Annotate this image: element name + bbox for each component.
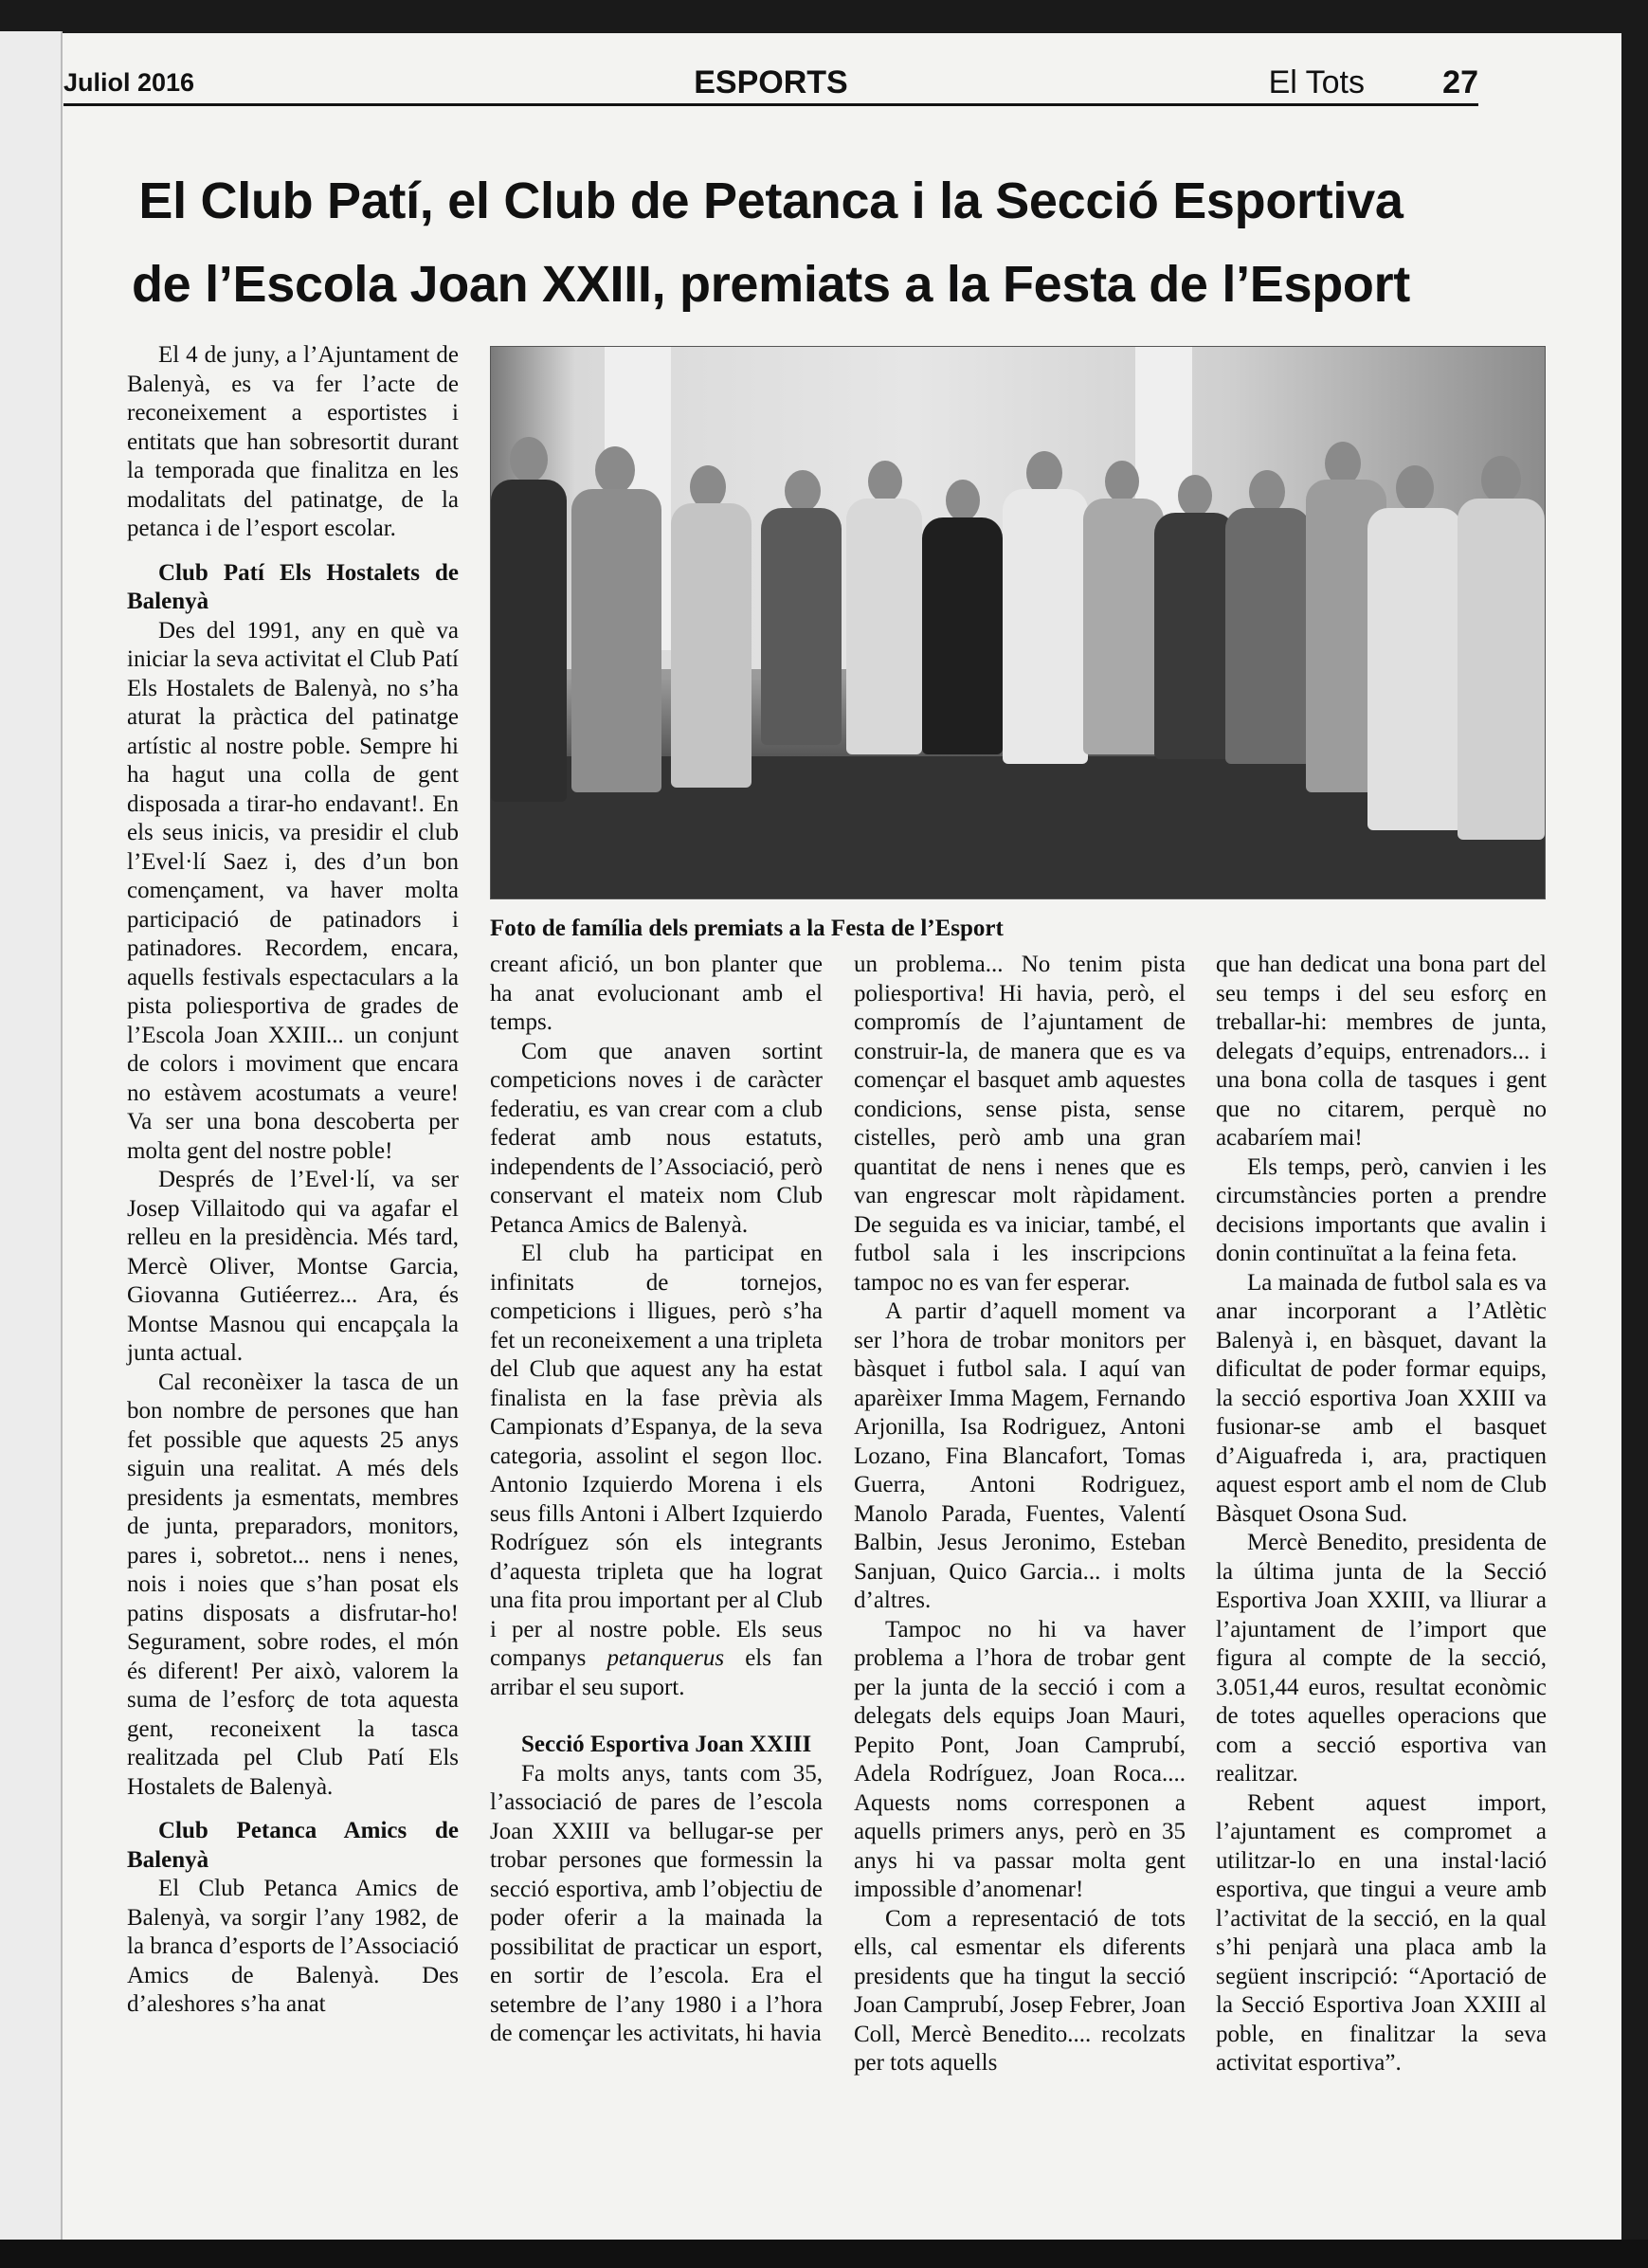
article-headline [63, 159, 1478, 326]
article-column-4 [1216, 951, 1547, 2078]
article-column-1 [127, 341, 459, 2020]
paragraph [490, 1240, 823, 1702]
paragraph: creant afició, un bon planter que ha anat evolucionant amb el temps. [490, 952, 823, 1035]
paragraph: Com que anaven sortint competicions noves i de caràcter federatiu, es van crear com a club federat amb nous estatuts, independents de l’Associació, però conservant el mateix nom Club Petanca Amics de Balenyà. [490, 1038, 823, 1238]
paragraph: Rebent aquest import, l’ajuntament es compromet a utilitzar-lo en una instal·lació esportiva, que tingui a veure amb l’activitat de la secció, en la qual s’hi penjarà una placa amb la següent inscripció: “Aportació de la Secció Esportiva Joan XXIII al poble, en finalitzar la seva activitat esportiva”. [1216, 1789, 1547, 2076]
page-header [63, 64, 1478, 100]
paragraph-text: El club ha participat en infinitats de tornejos, competicions i lligues, però s’ha fet un reconeixement a una tripleta del Club que aquest any ha estat finalista en la fase prèvia als Campionats d’Espanya, de la seva categoria, assolint el segon lloc. Antonio Izquierdo Morena i els seus fills Antoni i Albert Izquierdo Rodríguez són els integrants d’aquesta tripleta que ha lograt una fita prou important per al Club i per al nostre poble. Els seus companys [490, 1241, 823, 1671]
subheading-seccio-esportiva: Secció Esportiva Joan XXIII [521, 1732, 812, 1757]
paragraph: Els temps, però, canvien i les circumstàncies porten a prendre decisions importants que avalin i donin continuïtat a la feina feta. [1216, 1153, 1547, 1266]
paragraph: A partir d’aquell moment va ser l’hora de trobar monitors per bàsquet i futbol sala. I aquí van aparèixer Imma Magem, Fernando Arjonilla, Isa Rodriguez, Antoni Lozano, Fina Blancafort, Tomas Guerra, Antoni Rodriguez, Manolo Parada, Fuentes, Valentí Balbin, Jesus Jeronimo, Esteban Sanjuan, Quico Garcia... i molts d’altres. [854, 1298, 1186, 1613]
paragraph: Cal reconèixer la tasca de un bon nombre de persones que han fet possible que aquests 25 anys siguin una realitat. A més dels presidents ja esmentats, membres de junta, preparadors, monitors, pares i, sobretot... nens i nenes, nois i noies que s’han posat els patins disposats a disfrutar-ho! Segurament, sobre rodes, el món és diferent! Per això, valorem la suma de l’esforç de tota aquesta gent, reconeixent la tasca realitzada pel Club Patí Els Hostalets de Balenyà. [127, 1369, 459, 1800]
paragraph: El 4 de juny, a l’Ajuntament de Balenyà, es va fer l’acte de reconeixement a esportistes i entitats que han sobresortit durant la temporada que finalitza en les modalitats del patinatge, de la petanca i de l’esport escolar. [127, 342, 459, 541]
article-column-3 [854, 951, 1186, 2078]
photo-person [491, 347, 1545, 898]
section-title: ESPORTS [694, 64, 848, 100]
paragraph: El Club Petanca Amics de Balenyà, va sorgir l’any 1982, de la branca d’esports de l’Associació Amics de Balenyà. Des d’aleshores s’ha anat [127, 1876, 459, 2017]
paragraph: que han dedicat una bona part del seu temps i del seu esforç en treballar-hi: membres de junta, delegats d’equips, entrenadors... i una bona colla de tasques i gent que no citarem, perquè no acabaríem mai! [1216, 952, 1547, 1151]
scan-border [0, 2240, 1648, 2268]
magazine-name: El Tots [1268, 64, 1365, 100]
subheading-club-petanca: Club Petanca Amics de Balenyà [127, 1818, 459, 1873]
group-photo [490, 346, 1546, 899]
page-number: 27 [1442, 64, 1478, 100]
italic-term: petanquerus [607, 1645, 725, 1671]
paragraph: Fa molts anys, tants com 35, l’associació de pares de l’escola Joan XXIII va bellugar-se per trobar persones que formessin la secció esportiva, amb l’objectiu de poder oferir a la mainada la possibilitat de practicar un esport, en sortir de l’escola. Era el setembre de l’any 1980 i a l’hora de començar les activitats, hi havia [490, 1760, 823, 2046]
headline-line-2: de l’Escola Joan XXIII, premiats a la Festa de l’Esport [131, 256, 1410, 313]
photo-caption: Foto de família dels premiats a la Festa de l’Esport [490, 916, 1004, 941]
issue-date: Juliol 2016 [63, 68, 195, 97]
paragraph-text: els fan arribar el seu suport. [490, 1645, 823, 1700]
header-rule [63, 103, 1478, 106]
paragraph: un problema... No tenim pista poliesportiva! Hi havia, però, el compromís de l’ajuntament de construir-la, de manera que es va començar el basquet amb aquestes condicions, sense pista, sense cistelles, però amb una gran quantitat de nens i nenes que es van engrescar molt ràpidament. De seguida es va iniciar, també, el futbol sala i les inscripcions tampoc no es van fer esperar. [854, 952, 1186, 1296]
paragraph: Tampoc no hi va haver problema a l’hora de trobar gent per la junta de la secció i com a delegats dels equips Joan Mauri, Pepito Pont, Joan Camprubí, Adela Rodríguez, Joan Roca.... Aquests noms corresponen a aquells primers anys, però en 35 anys hi va passar molta gent impossible d’anomenar! [854, 1616, 1186, 1902]
paragraph: Com a representació de tots ells, cal esmentar els diferents presidents que ha tingut la secció Joan Camprubí, Josep Febrer, Joan Coll, Mercè Benedito.... recolzats per tots aquells [854, 1905, 1186, 2076]
paragraph: La mainada de futbol sala es va anar incorporant a l’Atlètic Balenyà i, en bàsquet, davant la dificultat de poder formar equips, la secció esportiva Joan XXIII va fusionar-se amb el basquet d’Aiguafreda i, ara, practiquen aquest esport amb el nom de Club Bàsquet Osona Sud. [1216, 1269, 1547, 1527]
paragraph: Des del 1991, any en què va iniciar la seva activitat el Club Patí Els Hostalets de Balenyà, no s’ha aturat la pràctica del patinatge artístic al nostre poble. Sempre hi ha hagut una colla de gent disposada a tirar-ho endavant!. En els seus inicis, va presidir el club l’Evel·lí Saez i, des d’un bon començament, va haver molta participació de patinadors i patinadores. Recordem, encara, aquells festivals espectaculars a la pista poliesportiva de grades de l’Escola Joan XXIII... un conjunt de colors i moviment que encara no estàvem acostumats a veure! Va ser una bona descoberta per molta gent del nostre poble! [127, 617, 459, 1164]
article-column-2 [490, 951, 823, 2049]
subheading-club-pati: Club Patí Els Hostalets de Balenyà [127, 559, 459, 614]
paragraph: Després de l’Evel·lí, va ser Josep Villaitodo qui va agafar el relleu en la presidència. Més tard, Mercè Oliver, Montse Garcia, Giovanna Gutiéerrez... Ara, és Montse Masnou qui encapçala la junta actual. [127, 1167, 459, 1366]
paragraph: Mercè Benedito, presidenta de la última junta de la Secció Esportiva Joan XXIII, va lliurar a l’ajuntament de l’import que figura al compte de la secció, 3.051,44 euros, resultat econòmic de totes aquelles operacions que com a secció esportiva van realitzar. [1216, 1530, 1547, 1787]
facing-page-edge [0, 31, 63, 2240]
headline-line-1: El Club Patí, el Club de Petanca i la Secció Esportiva [138, 172, 1404, 229]
